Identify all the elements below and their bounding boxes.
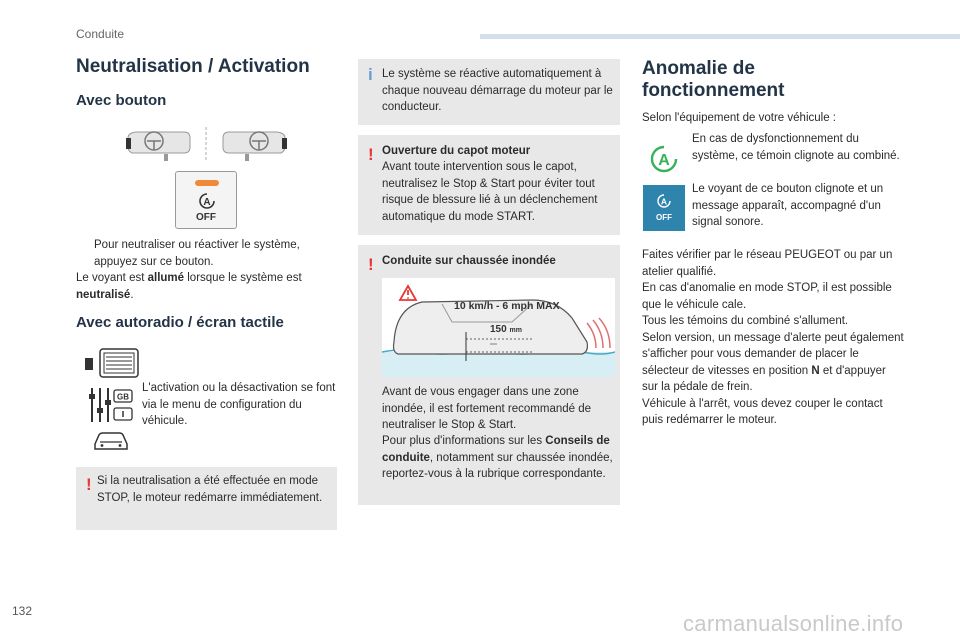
- svg-text:A: A: [203, 197, 211, 208]
- svg-text:A: A: [660, 196, 668, 207]
- bullet-text: Pour neutraliser ou réactiver le système, appuyez sur ce bouton.: [94, 239, 300, 268]
- hood-title: Ouverture du capot moteur: [382, 145, 531, 157]
- column-neutralisation: [76, 56, 338, 110]
- flood-depth-label: 150 mm: [490, 324, 522, 335]
- anomalie-item-1: En cas de dysfonctionnement du système, ce témoin clignote au combiné.: [692, 133, 900, 162]
- flooded-road-illustration: [382, 278, 615, 377]
- section-title-anomalie: Anomalie de fonctionnement: [642, 58, 785, 101]
- car-icon: [92, 430, 130, 452]
- info-box-reactivation: [358, 59, 620, 125]
- stop-start-off-button-icon: [175, 171, 237, 229]
- section-title-neutralisation: Neutralisation / Activation: [76, 56, 310, 77]
- auto-warning-lamp-icon: [648, 144, 680, 174]
- settings-sliders-icon: [88, 386, 134, 424]
- flood-title: Conduite sur chaussée inondée: [382, 255, 556, 267]
- header-accent-bar: [480, 34, 960, 39]
- svg-text:A: A: [658, 152, 670, 169]
- warning-icon: !: [86, 475, 92, 494]
- warning-box-flooded-road: [358, 245, 620, 505]
- page-number: 132: [12, 604, 33, 618]
- subheading-avec-bouton: Avec bouton: [76, 92, 167, 109]
- header-section-title: Conduite: [76, 27, 125, 41]
- flood-text-2: Pour plus d'informations sur les Conseils de conduite, notamment sur chaussée inondée, reportez-vous à la rubrique correspondante.: [382, 435, 613, 480]
- off-label: OFF: [196, 212, 216, 223]
- warning-box-hood: [358, 135, 620, 235]
- stop-start-button-blinking-icon: [643, 185, 685, 231]
- autoradio-touchscreen-icon: [84, 347, 140, 379]
- button-led: [195, 180, 219, 186]
- off-label: OFF: [656, 213, 672, 222]
- status-line: Le voyant est allumé lorsque le système est neutralisé.: [76, 272, 302, 301]
- steering-wheel-illustration: [124, 125, 289, 163]
- svg-text:GB: GB: [117, 392, 129, 402]
- info-icon: i: [368, 65, 373, 84]
- anomalie-item-2: Le voyant de ce bouton clignote et un message apparaît, accompagné d'un signal sonore.: [692, 183, 884, 228]
- hood-text: Avant toute intervention sous le capot, neutralisez le Stop & Start pour éviter tout risque de blessure lié à un déclenchement automatique du mode START.: [382, 161, 598, 223]
- bullet-text-neutralize: [76, 237, 338, 303]
- auto-a-icon: [656, 193, 672, 209]
- flood-speed-label: 10 km/h - 6 mph MAX: [454, 300, 560, 312]
- warning-icon: !: [368, 255, 374, 274]
- anomalie-paragraph: Faites vérifier par le réseau PEUGEOT ou par un atelier qualifié. En cas d'anomalie en mode STOP, il est possible que le véhicule cale. Tous les témoins du combiné s'allument. Selon version, un message d'alerte peut également s'afficher pour vous demander de placer le sélecteur de vitesses en position N et d'appuyer sur la pédale de frein. Véhicule à l'arrêt, vous devez couper le contact puis redémarrer le moteur.: [642, 249, 904, 426]
- anomalie-intro: Selon l'équipement de votre véhicule :: [642, 112, 836, 124]
- warning-box-stop-mode: [76, 467, 337, 530]
- subheading-autoradio: Avec autoradio / écran tactile: [76, 314, 284, 331]
- info-text-reactivation: Le système se réactive automatiquement à chaque nouveau démarrage du moteur par le conducteur.: [382, 68, 613, 113]
- flood-text-1: Avant de vous engager dans une zone inondée, il est fortement recommandé de neutraliser le Stop & Start.: [382, 386, 592, 431]
- auto-a-icon: [198, 192, 216, 210]
- watermark: carmanualsonline.info: [683, 611, 904, 636]
- warning-text-stop-mode: Si la neutralisation a été effectuée en mode STOP, le moteur redémarre immédiatement.: [97, 475, 323, 504]
- warning-icon: !: [368, 145, 374, 164]
- screen-config-text: L'activation ou la désactivation se font via le menu de configuration du véhicule.: [142, 382, 336, 427]
